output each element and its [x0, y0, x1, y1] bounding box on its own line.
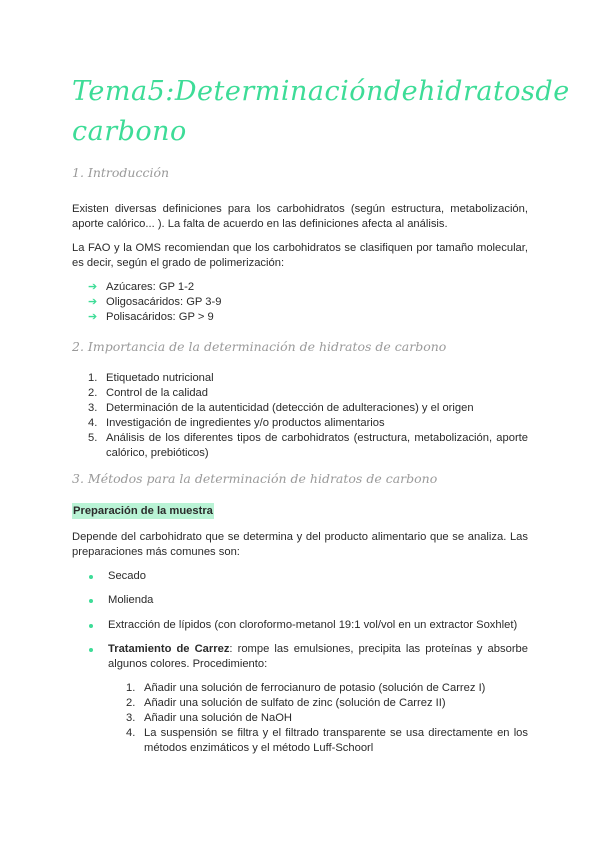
title-line-2: carbono: [72, 116, 187, 147]
title-word: 5:: [147, 76, 175, 107]
preparation-list: [72, 593, 528, 608]
bullet-icon: [89, 648, 93, 652]
list-item: Extracción de lípidos (con cloroformo-metanol 19:1 vol/vol en un extractor Soxhlet): [72, 618, 528, 633]
carrez-label: Tratamiento de Carrez: [108, 643, 230, 655]
list-item: 5. Análisis de los diferentes tipos de carbohidratos (estructura, metabolización, aporte calórico, prebióticos): [88, 432, 528, 459]
list-item: 3. Añadir una solución de NaOH: [126, 712, 293, 724]
arrow-icon: ➔: [88, 281, 98, 293]
title-word: Determinación: [174, 76, 384, 107]
list-item: 4. Investigación de ingredientes y/o productos alimentarios: [88, 417, 385, 429]
preparation-list: [72, 642, 528, 672]
arrow-icon: ➔: [88, 311, 98, 323]
paragraph-fao-oms: La FAO y la OMS recomiendan que los carbohidratos se clasifiquen por tamaño molecular, es decir, según el grado de polimerización:: [72, 242, 528, 269]
section-heading-importancia: 2. Importancia de la determinación de hidratos de carbono: [72, 339, 447, 354]
preparation-list: [72, 569, 528, 584]
gp-list: [72, 280, 221, 325]
list-item: Secado: [72, 569, 528, 584]
list-item: ➔ Azúcares: GP 1-2: [88, 281, 195, 293]
list-item-carrez: Tratamiento de Carrez: rompe las emulsiones, precipita las proteínas y absorbe algunos colores. Procedimiento:: [72, 642, 528, 672]
subheading-preparacion: Preparación de la muestra: [73, 505, 213, 517]
list-item: 1. Añadir una solución de ferrocianuro de potasio (solución de Carrez I): [126, 682, 486, 694]
title-word: de: [383, 76, 419, 107]
list-item: Molienda: [72, 593, 528, 608]
bullet-icon: [89, 575, 93, 579]
list-item: 2. Control de la calidad: [88, 387, 208, 399]
title-word: Tema: [72, 76, 148, 107]
bullet-icon: [89, 599, 93, 603]
paragraph-preparaciones: Depende del carbohidrato que se determina y del producto alimentario que se analiza. Las preparaciones más comunes son:: [72, 531, 528, 558]
paragraph-definiciones: Existen diversas definiciones para los carbohidratos (según estructura, metabolización, aporte calórico... ). La falta de acuerdo en las definiciones afecta al análisis.: [72, 203, 528, 230]
section-heading-metodos: 3. Métodos para la determinación de hidratos de carbono: [72, 471, 438, 486]
section-heading-introduccion: 1. Introducción: [72, 165, 170, 180]
importancia-list: [72, 371, 528, 461]
carrez-steps: [126, 681, 528, 756]
list-item: ➔ Polisacáridos: GP > 9: [88, 311, 214, 323]
arrow-icon: ➔: [88, 296, 98, 308]
page-title: [72, 72, 570, 152]
list-item: 3. Determinación de la autenticidad (detección de adulteraciones) y el origen: [88, 402, 474, 414]
list-item: ➔ Oligosacáridos: GP 3-9: [88, 296, 222, 308]
bullet-icon: [89, 624, 93, 628]
list-item: 2. Añadir una solución de sulfato de zinc (solución de Carrez II): [126, 697, 446, 709]
title-word: hidratos: [418, 76, 536, 107]
list-item: 1. Etiquetado nutricional: [88, 372, 214, 384]
title-word: de: [535, 76, 570, 107]
list-item: 4. La suspensión se filtra y el filtrado transparente se usa directamente en los métodos enzimáticos y el método Luff-Schoorl: [126, 727, 528, 754]
preparation-list: [72, 618, 528, 633]
